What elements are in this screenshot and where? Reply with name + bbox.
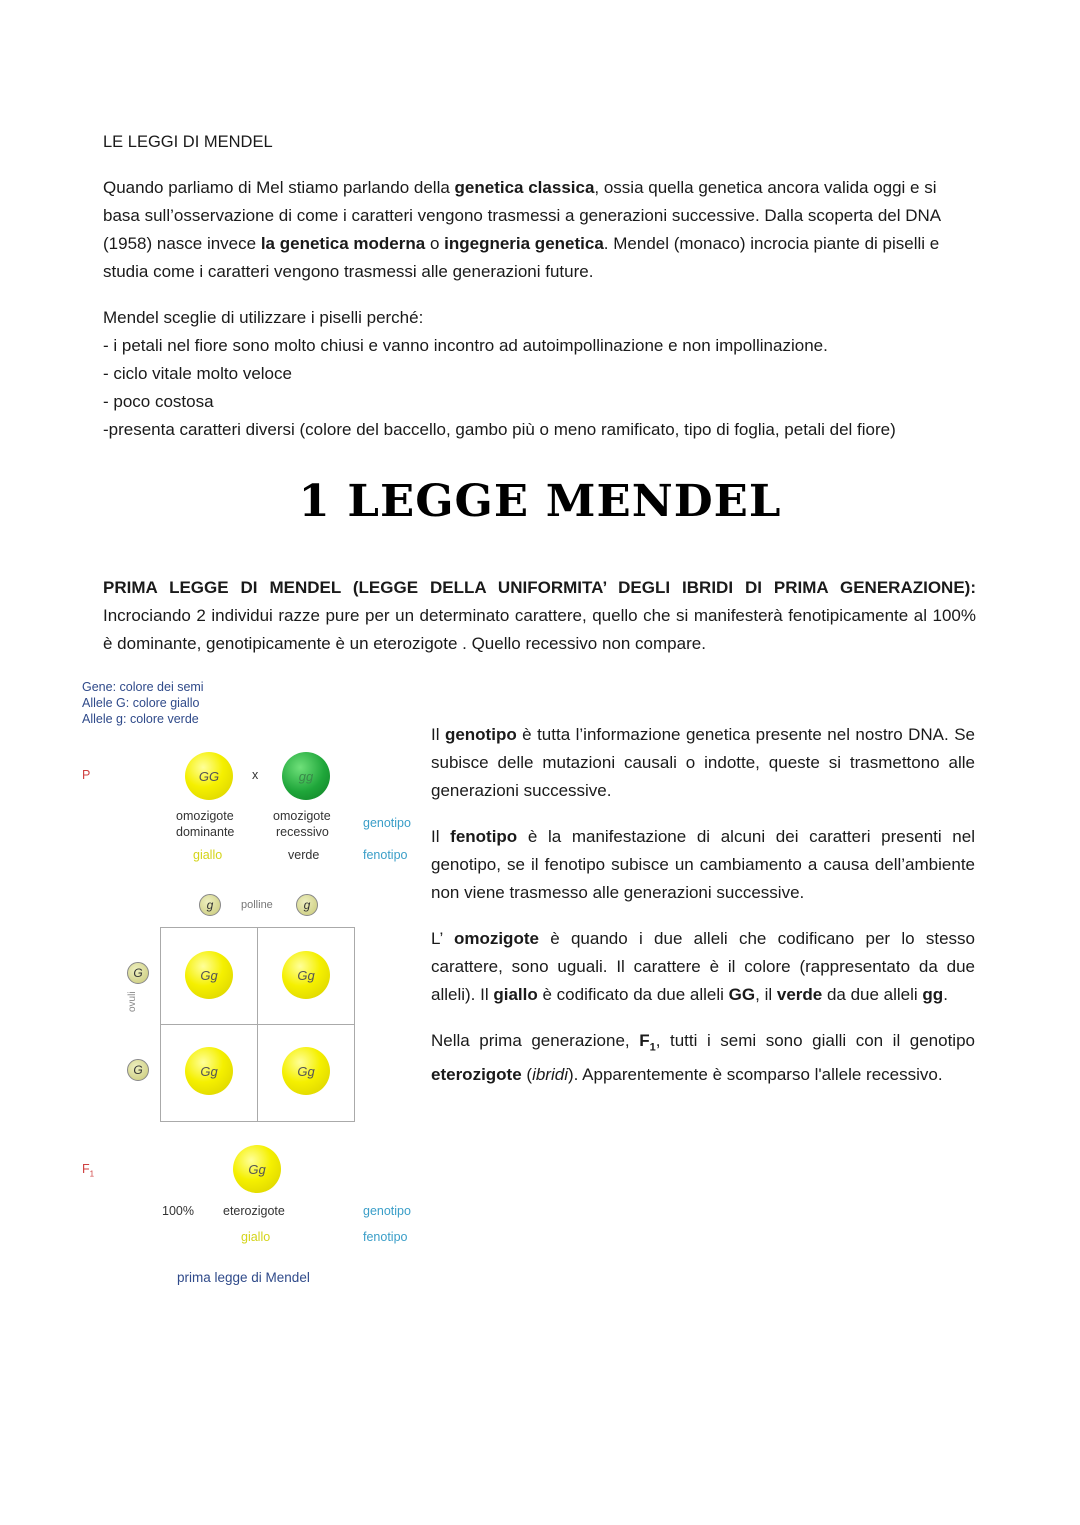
text-run: 1 [649,1041,656,1054]
generation-F1-label: $F_1$ [82,1162,95,1179]
intro-paragraph [103,174,973,286]
list-intro: Mendel sceglie di utilizzare i piselli perché: [103,308,424,327]
genotipo-paragraph [431,721,975,805]
text-run: , tutti i semi sono gialli con il genotipo [655,1031,975,1050]
text-run: giallo [493,985,538,1004]
parent-GG-seed: GG [185,752,233,800]
percent-label: 100% [162,1204,194,1218]
polline-label: polline [241,899,273,911]
punnett-cell: Gg [185,951,233,999]
text-run: la genetica moderna [260,234,426,253]
pollen-gamete: g [296,894,318,916]
text-run: Quando parliamo di Mel stiamo parlando della [103,178,455,197]
list-item: - ciclo vitale molto veloce [103,364,292,383]
text-run: ). Apparentemente è scomparso l'allele recessivo. [567,1065,943,1085]
text-run: è quando i due alleli che codificano per lo stesso carattere, sono uguali. Il carattere è il colore (rappresentato da due alleli). Il [431,929,975,1004]
punnett-cell: Gg [185,1047,233,1095]
text-run: GG [728,985,756,1004]
omozigote-paragraph [431,925,975,1009]
gene-label: Gene: colore dei semi [82,680,204,694]
fenotipo-paragraph [431,823,975,907]
text-run: ibridi [532,1065,568,1085]
cross-symbol: x [252,768,259,782]
allele-g-label: Allele g: colore verde [82,712,199,726]
punnett-cell: Gg [282,1047,330,1095]
f1-phenotype: giallo [241,1230,271,1244]
parent2-phenotype: verde [288,848,320,862]
allele-G-label: Allele G: colore giallo [82,696,200,710]
text-run: , ossia quella genetica ancora valida oggi e si basa sull’osservazione di come i caratteri vengono trasmessi a generazioni successive. Dalla scoperta del DNA (1958) nasce invece [103,178,941,253]
ovule-gamete: G [127,962,149,984]
doc-title: LE LEGGI DI MENDEL [103,133,273,151]
text-run: da due alleli [822,985,923,1004]
text-run: ( [521,1065,533,1085]
parent2-type: omozigote [273,809,331,823]
ovuli-label: ovuli [127,991,138,1012]
text-run: è tutta l’informazione genetica presente nel nostro DNA. Se subisce delle mutazioni causali o indotte, queste si trasmettono alle generazioni successive. [431,725,975,800]
f1-genotype: eterozigote [223,1204,285,1218]
parent2-dominance: recessivo [276,825,329,839]
text-run: . [943,985,948,1004]
list-item: - poco costosa [103,392,214,411]
ovule-gamete: G [127,1059,149,1081]
punnett-square [160,927,355,1122]
reasons-list [103,304,983,444]
text-run: genotipo [444,725,517,744]
section-heading: 1 LEGGE MENDEL [298,476,782,527]
text-run: fenotipo [450,827,518,846]
pollen-gamete: g [199,894,221,916]
fenotipo-label: fenotipo [363,848,408,862]
text-run: è la manifestazione di alcuni dei caratteri presenti nel genotipo, se il fenotipo subisce un cambiamento a causa dell’ambiente non viene trasmesso alle generazioni successive. [431,827,975,902]
text-run: Il [431,725,445,744]
genotipo-label: genotipo [363,816,411,830]
genotipo-label: genotipo [363,1204,411,1218]
text-run: , il [755,985,777,1004]
text-run: è codificato da due alleli [537,985,729,1004]
first-law-body: Incrociando 2 individui razze pure per un determinato carattere, quello che si manifesterà fenotipicamente al 100% è dominante, genotipicamente è un eterozigote . Quello recessivo non compare. [103,606,976,653]
text-run: Nella prima generazione, [431,1031,640,1050]
text-run: . Mendel (monaco) incrocia piante di piselli e studia come i caratteri vengono trasmessi alle generazioni future. [103,234,940,281]
punnett-cell: Gg [282,951,330,999]
text-run: verde [776,985,823,1004]
generation-P-label: P [82,768,91,782]
first-law-block [103,574,976,658]
text-run: omozigote [453,929,539,948]
first-law-title: PRIMA LEGGE DI MENDEL (LEGGE DELLA UNIFORMITA’ DEGLI IBRIDI DI PRIMA GENERAZIONE): [103,578,976,597]
f1-seed: Gg [233,1145,281,1193]
text-run: F [639,1031,650,1050]
list-item: - i petali nel fiore sono molto chiusi e vanno incontro ad autoimpollinazione e non impollinazione. [103,336,828,355]
parent1-type: omozigote [176,809,234,823]
parent-gg-seed: gg [282,752,330,800]
parent1-dominance: dominante [176,825,235,839]
text-run: L’ [431,929,454,948]
text-run: eterozigote [431,1065,522,1085]
text-run: Il [431,827,451,846]
text-run: gg [922,985,944,1004]
fenotipo-label: fenotipo [363,1230,408,1244]
f1-paragraph [431,1027,975,1089]
parent1-phenotype: giallo [193,848,223,862]
text-run: ingegneria genetica [444,234,604,253]
text-run: o [425,234,445,253]
text-run: genetica classica [454,178,595,197]
list-item: -presenta caratteri diversi (colore del baccello, gambo più o meno ramificato, tipo di foglia, petali del fiore) [103,420,896,439]
diagram-caption: prima legge di Mendel [177,1270,310,1285]
